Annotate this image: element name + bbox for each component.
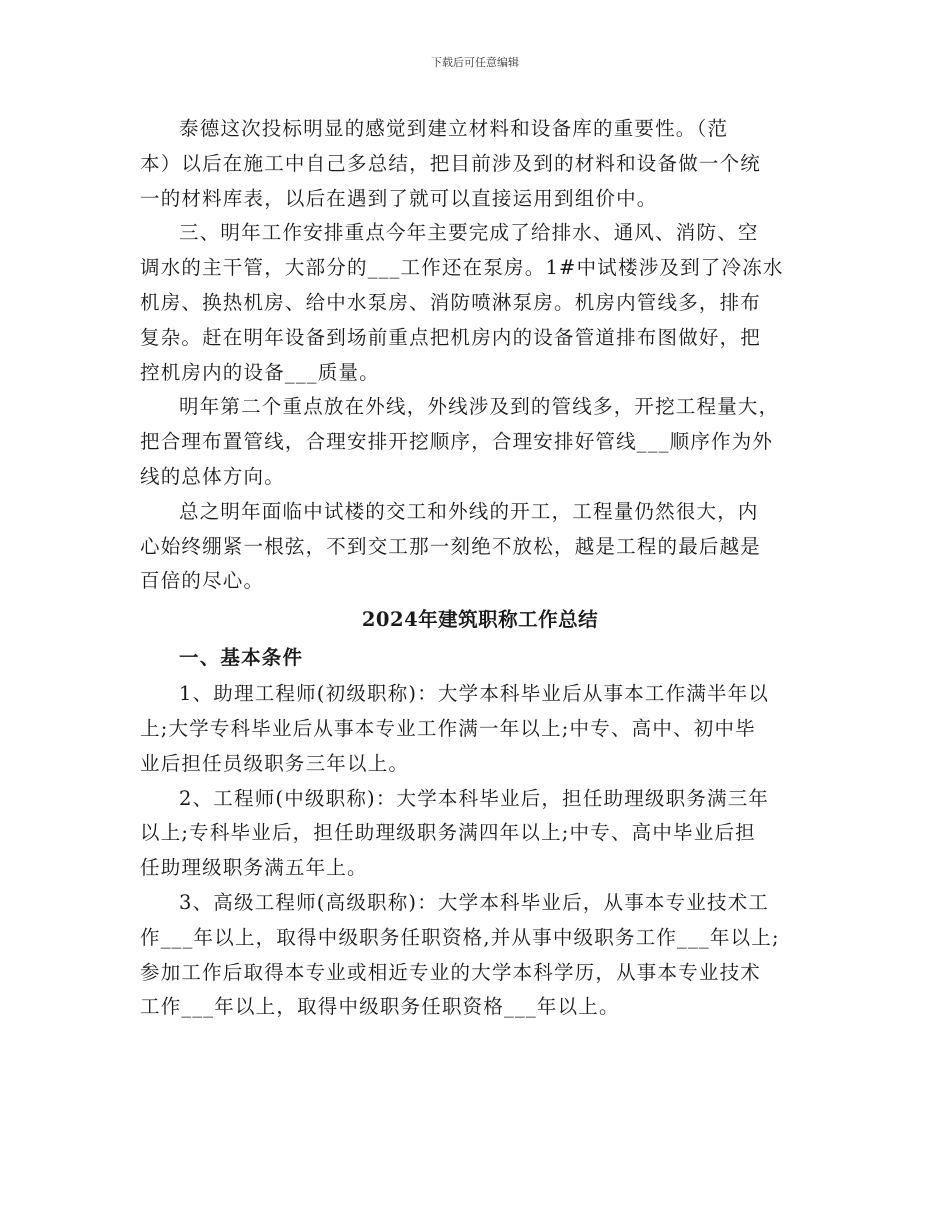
text-line: 业后担任员级职务三年以上。: [140, 751, 410, 775]
text-line: 三、明年工作安排重点今年主要完成了给排水、通风、消防、空: [179, 221, 759, 245]
section-heading: 一、基本条件: [179, 646, 304, 670]
text-line: 本）以后在施工中自己多总结，把目前涉及到的材料和设备做一个统: [140, 151, 762, 175]
text-line: 2、工程师(中级职称)：大学本科毕业后，担任助理级职务满三年: [179, 786, 770, 810]
text-line: 1、助理工程师(初级职称)：大学本科毕业后从事本工作满半年以: [179, 682, 770, 706]
text-line: 一的材料库表，以后在遇到了就可以直接运用到组价中。: [140, 186, 658, 210]
text-line: 任助理级职务满五年上。: [140, 856, 368, 880]
paragraph-senior-engineer: [140, 886, 820, 1025]
text-line: 以上;专科毕业后，担任助理级职务满四年以上;中专、高中毕业后担: [140, 821, 756, 845]
paragraph-engineer: [140, 782, 820, 886]
text-line: 调水的主干管，大部分的___工作还在泵房。1#中试楼涉及到了冷冻水: [140, 256, 784, 280]
text-line: 明年第二个重点放在外线，外线涉及到的管线多，开挖工程量大，: [179, 395, 780, 419]
text-line: 总之明年面临中试楼的交工和外线的开工，工程量仍然很大，内: [179, 499, 759, 523]
document-body: [140, 112, 820, 1025]
paragraph-next-year-plan: [140, 216, 820, 390]
text-line: 线的总体方向。: [140, 464, 285, 488]
text-line: 参加工作后取得本专业或相近专业的大学本科学历，从事本专业技术: [140, 960, 762, 984]
paragraph-material-library: [140, 112, 820, 216]
text-line: 复杂。赶在明年设备到场前重点把机房内的设备管道排布图做好，把: [140, 325, 762, 349]
paragraph-external-lines: [140, 390, 820, 494]
text-line: 百倍的尽心。: [140, 569, 265, 593]
text-line: 3、高级工程师(高级职称)：大学本科毕业后，从事本专业技术工: [179, 890, 770, 914]
paragraph-conclusion: [140, 495, 820, 599]
text-line: 把合理布置管线，合理安排开挖顺序，合理安排好管线___顺序作为外: [140, 430, 774, 454]
text-line: 心始终绷紧一根弦，不到交工那一刻绝不放松，越是工程的最后越是: [140, 534, 762, 558]
text-line: 作___年以上，取得中级职务任职资格,并从事中级职务工作___年以上;: [140, 925, 780, 949]
section-title: 2024年建筑职称工作总结: [361, 608, 599, 632]
page-header-note: 下载后可任意编辑: [431, 56, 519, 69]
text-line: 工作___年以上，取得中级职务任职资格___年以上。: [140, 995, 620, 1019]
text-line: 上;大学专科毕业后从事本专业工作满一年以上;中专、高中、初中毕: [140, 716, 756, 740]
text-line: 机房、换热机房、给中水泵房、消防喷淋泵房。机房内管线多，排布: [140, 290, 762, 314]
text-line: 控机房内的设备___质量。: [140, 360, 380, 384]
paragraph-assistant-engineer: [140, 677, 820, 781]
text-line: 泰德这次投标明显的感觉到建立材料和设备库的重要性。（范: [179, 117, 729, 140]
